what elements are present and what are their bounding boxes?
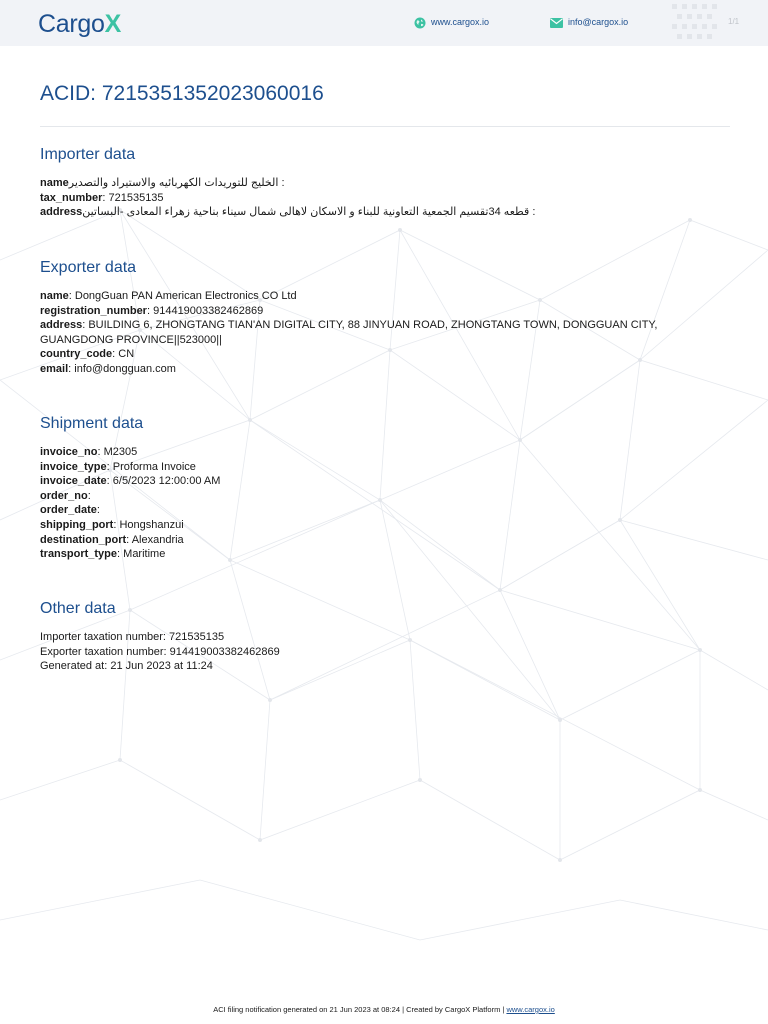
email-link[interactable]: info@cargox.io <box>568 17 629 27</box>
shipment-destination-port-row: destination_port: Alexandria <box>40 533 184 546</box>
footer-text: ACI filing notification generated on 21 Jun 2023 at 08:24 | Created by CargoX Platform | <box>213 1005 507 1014</box>
website-contact[interactable] <box>414 16 489 29</box>
shipment-order-no-row: order_no: <box>40 489 91 502</box>
importer-fields <box>40 176 730 220</box>
email-contact[interactable] <box>550 16 628 29</box>
exporter-email-row: email: info@dongguan.com <box>40 362 176 375</box>
generated-at-line: Generated at: 21 Jun 2023 at 11:24 <box>40 660 213 673</box>
page-number: 1/1 <box>728 17 740 26</box>
other-section-title: Other data <box>40 600 116 617</box>
exporter-taxation-line: Exporter taxation number: 914419003382462869 <box>40 645 280 658</box>
exporter-section-title: Exporter data <box>40 259 137 276</box>
importer-section-title: Importer data <box>40 146 136 163</box>
exporter-country-row: country_code: CN <box>40 348 135 361</box>
exporter-fields <box>40 289 730 377</box>
importer-address-row: addressقطعه 34تقسيم الجمعية التعاونية للبناء و الاسكان لاهالى شمال سيناء بناحية زهراء المعادى -البساتين : <box>40 206 536 219</box>
shipment-invoice-no-row: invoice_no: M2305 <box>40 446 138 458</box>
other-fields <box>40 630 730 674</box>
envelope-icon <box>550 18 563 28</box>
website-link[interactable]: www.cargox.io <box>431 17 490 27</box>
importer-taxation-line: Importer taxation number: 721535135 <box>40 631 225 643</box>
shipment-shipping-port-row: shipping_port: Hongshanzui <box>40 518 184 531</box>
title-divider <box>40 126 730 127</box>
exporter-registration-row: registration_number: 914419003382462869 <box>40 304 264 317</box>
shipment-transport-type-row: transport_type: Maritime <box>40 548 166 561</box>
shipment-section-title: Shipment data <box>40 415 144 432</box>
page-header <box>0 0 768 46</box>
cargox-logo: CargoX <box>38 10 121 38</box>
footer-link[interactable]: www.cargox.io <box>506 1005 555 1014</box>
page-footer <box>0 1005 768 1014</box>
shipment-fields <box>40 445 730 562</box>
exporter-address-row: address: BUILDING 6, ZHONGTANG TIAN'AN DIGITAL CITY, 88 JINYUAN ROAD, ZHONGTANG TOWN, DONGGUAN CITY, GUANGDONG PROVINCE||523000|| <box>40 319 658 346</box>
acid-title: ACID: 7215351352023060016 <box>40 82 324 105</box>
importer-tax-row: tax_number: 721535135 <box>40 191 164 204</box>
importer-name-row: nameالخليج للتوريدات الكهربائيه والاستيراد والتصدير : <box>40 177 285 189</box>
shipment-invoice-date-row: invoice_date: 6/5/2023 12:00:00 AM <box>40 475 221 488</box>
shipment-invoice-type-row: invoice_type: Proforma Invoice <box>40 460 196 473</box>
header-dot-pattern <box>668 0 720 46</box>
shipment-order-date-row: order_date: <box>40 504 100 517</box>
exporter-name-row: name: DongGuan PAN American Electronics CO Ltd <box>40 290 297 302</box>
globe-icon <box>414 17 426 29</box>
